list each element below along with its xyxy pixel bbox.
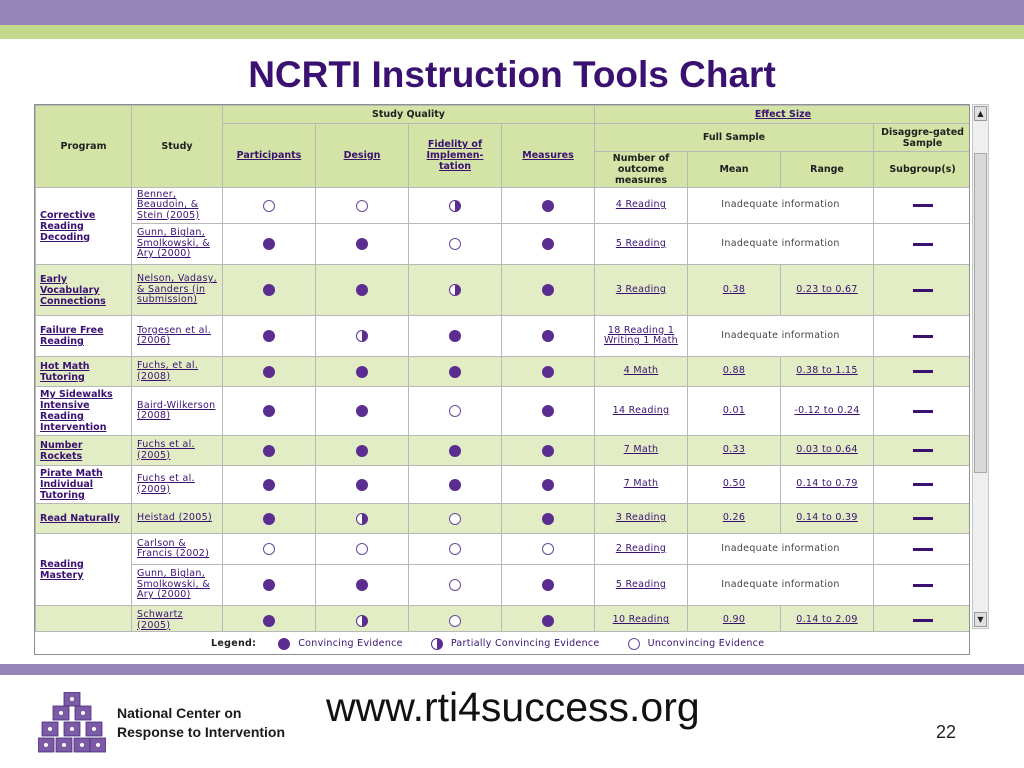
empty-circle-icon [356,543,368,555]
program-link[interactable]: Number Rockets [36,436,132,466]
half-circle-icon [449,200,461,212]
measures-cell [502,436,595,466]
program-link[interactable]: Corrective Reading Decoding [36,188,132,265]
half-circle-icon [356,615,368,627]
participants-cell [223,188,316,224]
measures-cell [502,534,595,565]
half-circle-icon [431,638,443,650]
design-cell [316,606,409,632]
inadequate-info: Inadequate information [688,534,874,565]
scroll-up-arrow-icon[interactable]: ▲ [974,106,987,121]
filled-circle-icon [542,579,554,591]
measures-cell [502,565,595,606]
dash-icon [913,483,933,486]
table-row [36,466,971,504]
dash-icon [913,204,933,207]
measures-cell [502,504,595,534]
outcome-count-link[interactable]: 7 Math [595,436,688,466]
ncrti-logo-icon [38,692,106,754]
range-link[interactable]: 0.14 to 0.39 [781,504,874,534]
filled-circle-icon [449,366,461,378]
subgroup-cell [874,224,970,265]
filled-circle-icon [542,284,554,296]
empty-circle-icon [263,200,275,212]
header-mean: Mean [688,152,781,188]
study-link[interactable]: Gunn, Biglan, Smolkowski, & Ary (2000) [132,565,223,606]
filled-circle-icon [263,513,275,525]
dash-icon [913,517,933,520]
header-participants-link[interactable]: Participants [223,124,316,188]
filled-circle-icon [542,405,554,417]
filled-circle-icon [542,479,554,491]
study-link[interactable]: Benner, Beaudoin, & Stein (2005) [132,188,223,224]
filled-circle-icon [449,445,461,457]
outcome-count-link[interactable]: 4 Math [595,357,688,387]
measures-cell [502,224,595,265]
measures-cell [502,387,595,436]
outcome-count-link[interactable]: 5 Reading [595,565,688,606]
legend-unconvincing [628,638,765,650]
table-row [36,357,971,387]
program-link[interactable] [36,606,132,632]
fidelity-cell [409,357,502,387]
empty-circle-icon [449,238,461,250]
table-row [36,534,971,565]
filled-circle-icon [542,445,554,457]
top-purple-band [0,0,1024,25]
filled-circle-icon [263,405,275,417]
half-circle-icon [356,330,368,342]
measures-cell [502,316,595,357]
subgroup-cell [874,436,970,466]
empty-circle-icon [449,615,461,627]
range-link[interactable]: 0.03 to 0.64 [781,436,874,466]
fidelity-cell [409,466,502,504]
measures-cell [502,357,595,387]
fidelity-cell [409,504,502,534]
inadequate-info: Inadequate information [688,316,874,357]
filled-circle-icon [356,445,368,457]
legend-title: Legend: [211,638,257,649]
design-cell [316,504,409,534]
participants-cell [223,565,316,606]
fidelity-cell [409,265,502,316]
filled-circle-icon [263,445,275,457]
design-cell [316,224,409,265]
filled-circle-icon [263,615,275,627]
inadequate-info: Inadequate information [688,224,874,265]
filled-circle-icon [542,330,554,342]
empty-circle-icon [356,200,368,212]
tools-chart-frame [34,104,970,655]
filled-circle-icon [542,513,554,525]
measures-cell [502,188,595,224]
table-row [36,316,971,357]
design-cell [316,265,409,316]
outcome-count-link[interactable]: 3 Reading [595,504,688,534]
mean-link[interactable]: 0.01 [688,387,781,436]
filled-circle-icon [263,284,275,296]
fidelity-cell [409,316,502,357]
design-cell [316,466,409,504]
bottom-purple-band [0,664,1024,675]
org-name-line2: Response to Intervention [117,724,286,740]
legend-convincing-label: Convincing Evidence [298,638,403,649]
design-cell [316,357,409,387]
filled-circle-icon [356,366,368,378]
dash-icon [913,410,933,413]
header-full-sample: Full Sample [595,124,874,152]
vertical-scrollbar[interactable] [972,104,989,629]
program-link[interactable]: My Sidewalks Intensive Reading Intervention [36,387,132,436]
filled-circle-icon [356,238,368,250]
inadequate-info: Inadequate information [688,565,874,606]
study-link[interactable]: Schwartz (2005) [132,606,223,632]
design-cell [316,436,409,466]
study-link[interactable]: Torgesen et al. (2006) [132,316,223,357]
legend-partial-label: Partially Convincing Evidence [450,638,600,649]
design-cell [316,534,409,565]
header-design-link[interactable]: Design [316,124,409,188]
subgroup-cell [874,565,970,606]
outcome-count-link[interactable]: 4 Reading [595,188,688,224]
program-link[interactable]: Pirate Math Individual Tutoring [36,466,132,504]
header-subgroups: Subgroup(s) [874,152,970,188]
range-link[interactable]: 0.38 to 1.15 [781,357,874,387]
subgroup-cell [874,265,970,316]
filled-circle-icon [356,479,368,491]
table-viewport [35,105,970,631]
footer-url: www.rti4success.org [326,684,700,730]
range-link[interactable]: 0.23 to 0.67 [781,265,874,316]
outcome-count-link[interactable]: 5 Reading [595,224,688,265]
filled-circle-icon [263,330,275,342]
outcome-count-link[interactable]: 2 Reading [595,534,688,565]
filled-circle-icon [542,615,554,627]
fidelity-cell [409,188,502,224]
study-link[interactable]: Fuchs, et al. (2008) [132,357,223,387]
org-name [117,704,285,742]
participants-cell [223,504,316,534]
filled-circle-icon [542,200,554,212]
slide-title: NCRTI Instruction Tools Chart [248,54,776,95]
legend [35,631,970,655]
design-cell [316,188,409,224]
half-circle-icon [356,513,368,525]
subgroup-cell [874,188,970,224]
filled-circle-icon [542,238,554,250]
inadequate-info: Inadequate information [688,188,874,224]
study-link[interactable]: Nelson, Vadasy, & Sanders (in submission) [132,265,223,316]
study-link[interactable]: Fuchs et al. (2009) [132,466,223,504]
participants-cell [223,224,316,265]
study-link[interactable]: Fuchs et al. (2005) [132,436,223,466]
empty-circle-icon [542,543,554,555]
header-range: Range [781,152,874,188]
fidelity-cell [409,387,502,436]
design-cell [316,387,409,436]
filled-circle-icon [542,366,554,378]
participants-cell [223,534,316,565]
table-row [36,224,971,265]
dash-icon [913,619,933,622]
dash-icon [913,289,933,292]
study-link[interactable]: Gunn, Biglan, Smolkowski, & Ary (2000) [132,224,223,265]
legend-unconvincing-label: Unconvincing Evidence [647,638,765,649]
subgroup-cell [874,316,970,357]
study-link[interactable]: Heistad (2005) [132,504,223,534]
fidelity-cell [409,565,502,606]
range-link[interactable]: -0.12 to 0.24 [781,387,874,436]
header-number-of-outcomes: Number of outcome measures [595,152,688,188]
filled-circle-icon [278,638,290,650]
measures-cell [502,265,595,316]
participants-cell [223,357,316,387]
empty-circle-icon [449,405,461,417]
half-circle-icon [449,284,461,296]
header-program: Program [36,106,132,188]
outcome-count-link[interactable]: 18 Reading 1 Writing 1 Math [595,316,688,357]
table-row [36,606,971,632]
mean-link[interactable]: 0.26 [688,504,781,534]
header-study: Study [132,106,223,188]
filled-circle-icon [263,579,275,591]
participants-cell [223,436,316,466]
participants-cell [223,466,316,504]
outcome-count-link[interactable]: 3 Reading [595,265,688,316]
subgroup-cell [874,606,970,632]
legend-partial [431,638,600,650]
empty-circle-icon [449,543,461,555]
filled-circle-icon [356,284,368,296]
measures-cell [502,466,595,504]
mean-link[interactable]: 0.38 [688,265,781,316]
page-number: 22 [936,722,957,742]
outcome-count-link[interactable]: 14 Reading [595,387,688,436]
filled-circle-icon [263,479,275,491]
program-link[interactable]: Failure Free Reading [36,316,132,357]
dash-icon [913,335,933,338]
top-green-band [0,25,1024,39]
empty-circle-icon [449,579,461,591]
org-name-line1: National Center on [117,705,242,721]
legend-convincing [278,638,403,650]
mean-link[interactable]: 0.88 [688,357,781,387]
program-link[interactable]: Read Naturally [36,504,132,534]
scroll-thumb[interactable] [974,153,987,473]
empty-circle-icon [263,543,275,555]
dash-icon [913,548,933,551]
filled-circle-icon [263,366,275,378]
subgroup-cell [874,387,970,436]
mean-link[interactable]: 0.33 [688,436,781,466]
header-fidelity-link[interactable]: Fidelity of Implemen-tation [409,124,502,188]
table-body [36,188,971,632]
filled-circle-icon [449,330,461,342]
table-row [36,387,971,436]
program-link[interactable]: Early Vocabulary Connections [36,265,132,316]
subgroup-cell [874,504,970,534]
participants-cell [223,316,316,357]
fidelity-cell [409,436,502,466]
mean-link[interactable]: 0.90 [688,606,781,632]
subgroup-cell [874,466,970,504]
participants-cell [223,606,316,632]
participants-cell [223,387,316,436]
header-effect-size-link[interactable]: Effect Size [595,106,970,124]
table-row [36,565,971,606]
filled-circle-icon [449,479,461,491]
measures-cell [502,606,595,632]
table-row [36,188,971,224]
design-cell [316,565,409,606]
outcome-count-link[interactable]: 7 Math [595,466,688,504]
subgroup-cell [874,357,970,387]
outcome-count-link[interactable]: 10 Reading [595,606,688,632]
header-measures-link[interactable]: Measures [502,124,595,188]
fidelity-cell [409,606,502,632]
header-disaggregated: Disaggre-gated Sample [874,124,970,152]
subgroup-cell [874,534,970,565]
empty-circle-icon [449,513,461,525]
table-row [36,265,971,316]
program-link[interactable]: Reading Mastery [36,534,132,606]
fidelity-cell [409,534,502,565]
mean-link[interactable]: 0.50 [688,466,781,504]
filled-circle-icon [263,238,275,250]
header-study-quality: Study Quality [223,106,595,124]
dash-icon [913,370,933,373]
design-cell [316,316,409,357]
range-link[interactable]: 0.14 to 0.79 [781,466,874,504]
filled-circle-icon [356,405,368,417]
dash-icon [913,449,933,452]
range-link[interactable]: 0.14 to 2.09 [781,606,874,632]
study-link[interactable]: Baird-Wilkerson (2008) [132,387,223,436]
fidelity-cell [409,224,502,265]
participants-cell [223,265,316,316]
filled-circle-icon [356,579,368,591]
empty-circle-icon [628,638,640,650]
tools-chart-table [35,105,970,631]
dash-icon [913,243,933,246]
dash-icon [913,584,933,587]
program-link[interactable]: Hot Math Tutoring [36,357,132,387]
table-row [36,436,971,466]
scroll-down-arrow-icon[interactable]: ▼ [974,612,987,627]
table-row [36,504,971,534]
study-link[interactable]: Carlson & Francis (2002) [132,534,223,565]
